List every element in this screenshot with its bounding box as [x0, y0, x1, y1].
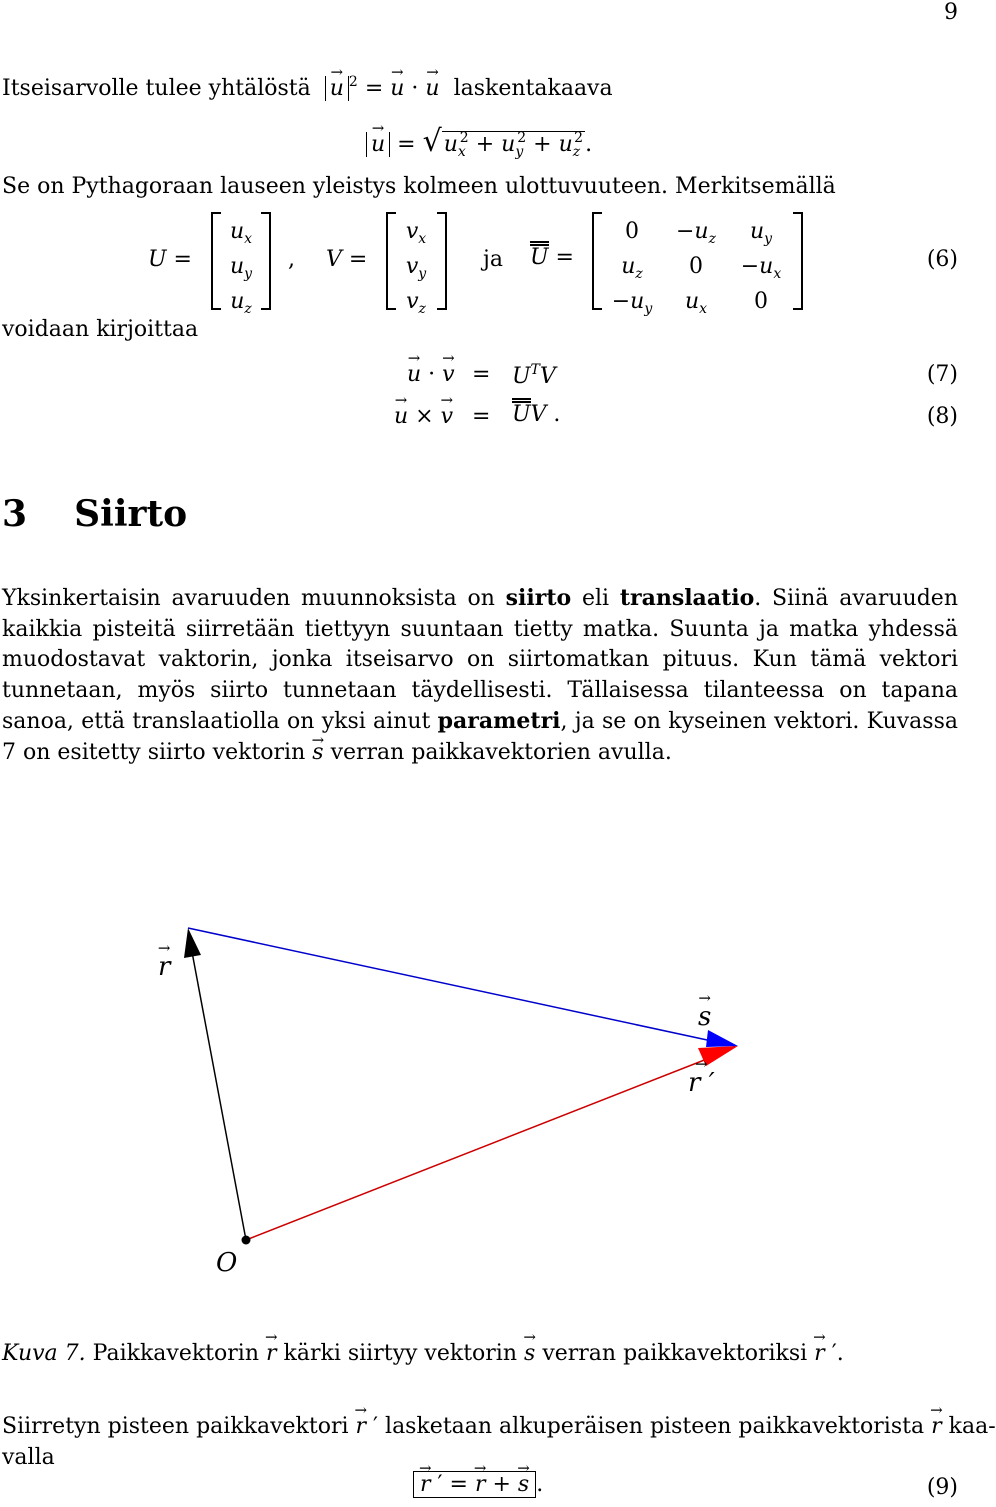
para-text-1: Yksinkertaisin avaruuden muunnoksista on — [2, 586, 506, 611]
section-title: Siirto — [74, 493, 188, 535]
eq9-boxed: → r ′ = → r + → s . — [413, 1472, 543, 1497]
v-label: V = — [326, 247, 368, 272]
vector-r-line — [192, 952, 246, 1240]
caption-text-2: kärki siirtyy vektorin — [283, 1341, 518, 1366]
intro-text-end: laskentakaava — [453, 76, 613, 101]
term-siirto: siirto — [505, 585, 572, 611]
caption-vec-s: → s — [524, 1341, 535, 1366]
final-line-1: Siirretyn pisteen paikkavektori → r ′ lasketaan alkuperäisen pisteen paikkavektorista → r kaa- — [2, 1414, 996, 1439]
final-vec-rprime: → r — [356, 1414, 367, 1439]
abs-u-squared: → u $^2$ = → u · → u — [318, 76, 447, 101]
figure-label-rprime: → r ′ — [688, 1068, 715, 1098]
pythagoras-sentence: Se on Pythagoraan lauseen yleistys kolmeen ulottuvuuteen. Merkitsemällä — [2, 174, 836, 199]
caption-text-1: Paikkavektorin — [92, 1341, 259, 1366]
eq7-rhs: $U^TV$ — [512, 362, 556, 389]
caption-vec-rprime: → r — [814, 1341, 825, 1366]
eq-number-7: (7) — [926, 362, 958, 387]
eq7-lhs: → u · → v — [407, 362, 455, 387]
u-column: $u_x$ $u_y$ $u_z$ — [229, 219, 253, 317]
ubar-label: U = — [530, 241, 574, 270]
comma: , — [288, 247, 295, 272]
intro-text: Itseisarvolle tulee yhtälöstä — [2, 76, 311, 101]
final-text-4: valla — [2, 1445, 55, 1470]
page-number: 9 — [944, 0, 958, 25]
origin-point — [242, 1236, 251, 1245]
term-parametri: parametri — [437, 708, 561, 734]
figure-label-o: O — [216, 1248, 238, 1278]
vector-s-arrowhead — [706, 1030, 738, 1047]
voidaan-text: voidaan kirjoittaa — [2, 317, 199, 342]
final-text-1: Siirretyn pisteen paikkavektori — [2, 1414, 349, 1439]
figure-caption: Kuva 7. Paikkavektorin → r kärki siirtyy vektorin → s verran paikkavektoriksi → r ′. — [2, 1341, 844, 1366]
caption-text-3: verran paikkavektoriksi — [542, 1341, 808, 1366]
para-text-2: eli — [571, 586, 620, 611]
para-text-5: verran paikkavektorien avulla. — [330, 739, 672, 765]
norm-formula: → $u = √u_x^2 + u_y^2 + u_z^2$. — [366, 124, 592, 160]
para-text-3: . Siinä avaruuden kaikkia pisteitä siirretään tiettyyn suuntaan tietty matka. Suunta ja matka yhdessä muodostavat vaktorin, jonka itseisarvo on siirtomatkan pituus. Kun tämä vektori tunnetaan, myös siirto tunnetaan täydellisesti. Tällaisessa tilanteessa on tapana sanoa, että translaatiolla on yksi ainut — [2, 586, 958, 734]
eq-number-8: (8) — [926, 404, 958, 429]
figure-label-s: → s — [698, 1002, 711, 1032]
u-label: U = — [148, 247, 192, 272]
term-translaatio: translaatio — [619, 585, 755, 611]
caption-label: Kuva 7. — [2, 1341, 86, 1366]
eq8-rhs: UV . — [512, 398, 560, 427]
ubar-matrix: 0 $-u_z$ $u_y$ $u_z$ 0 $-u_x$ $-u_y$ $u_x$ 0 — [611, 219, 782, 317]
v-column: $v_x$ $v_y$ $v_z$ — [405, 219, 427, 317]
vector-r-arrowhead — [184, 928, 201, 958]
line-r-tip-to-s-tip — [188, 928, 735, 1046]
ja-text: ja — [483, 247, 503, 272]
final-text-2: lasketaan alkuperäisen pisteen paikkavektorista — [385, 1414, 925, 1439]
figure-label-r: → r — [158, 952, 170, 982]
eq8-lhs: → u × → v — [394, 404, 453, 429]
caption-vec-r: → r — [266, 1341, 277, 1366]
eq-number-6: (6) — [926, 247, 958, 272]
final-text-3: kaa- — [948, 1414, 996, 1439]
section-number: 3 — [2, 493, 28, 535]
eq-number-9: (9) — [926, 1475, 958, 1500]
para-text-4: , ja se on kyseinen vektori. Kuvassa 7 on esitetty siirto vektorin — [2, 709, 958, 765]
eq8-equals: = — [472, 404, 491, 429]
vector-rprime-line — [246, 1057, 712, 1240]
vec-s-inline: → s — [312, 738, 323, 769]
final-vec-r: → r — [931, 1414, 942, 1439]
eq7-equals: = — [472, 362, 491, 387]
